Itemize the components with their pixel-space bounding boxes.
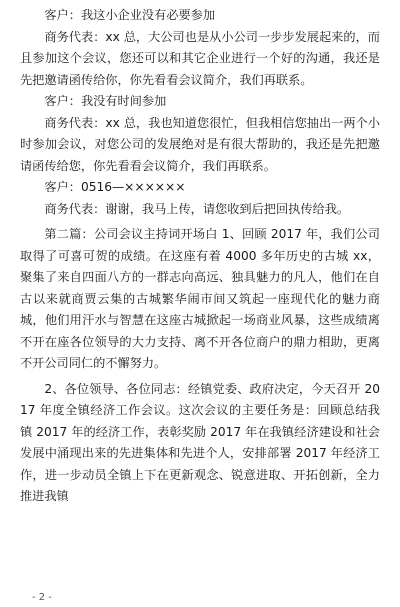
paragraph-customer-no-time: 客户：我没有时间参加 [44, 94, 167, 108]
paragraph-rep-reply-small-company: 商务代表：xx 总，大公司也是从小公司一步步发展起来的，而且参加这个会议，您还可以和其它企业进行一个好的沟通，我还是先把邀请函传给你，你先看看会议简介，我们再联系。 [20, 29, 380, 87]
paragraph-rep-reply-no-time: 商务代表：xx 总，我也知道您很忙，但我相信您抽出一两个小时参加会议，对您公司的发展绝对是有很大帮助的，我还是先把邀请函传给您，你先看看会议简介，我们再联系。 [20, 115, 380, 173]
paragraph-rep-thanks: 商务代表：谢谢，我马上传，请您收到后把回执传给我。 [44, 201, 350, 216]
paragraph-customer-phone: 客户：0516—×××××× [44, 180, 186, 194]
paragraph-second-article-opening: 第二篇：公司会议主持词开场白 1、回顾 2017 年，我们公司取得了可喜可贺的成绩。在这座有着 4000 多年历史的古城 xx，聚集了来自四面八方的一群志向高远、独具魅力的凡人，他们在自古以来就商贾云集的古城繁华闹市间又筑起一座现代化的魅力商城，他们用汗水与智慧在这座古城掀起一场商业风暴，这些成绩离不开在座各位领导的大力支持、离不开各位商户的鼎力相助，更离不开公司同仁的不懈努力。 [20, 227, 380, 370]
page-number: - 2 - [32, 592, 52, 603]
paragraph-customer-small-company: 客户：我这小企业没有必要参加 [44, 8, 216, 22]
paragraph-economic-meeting: 2、各位领导、各位同志：经镇党委、政府决定，今天召开 2017 年度全镇经济工作会议。这次会议的主要任务是：回顾总结我镇 2017 年的经济工作，表彰奖励 2017 年在我镇经济建设和社会发展中涌现出来的先进集体和先进个人，安排部署 2017 年经济工作，进一步动员全镇上下在更新观念、锐意进取、开拓创新，全力推进我镇 [20, 381, 380, 503]
